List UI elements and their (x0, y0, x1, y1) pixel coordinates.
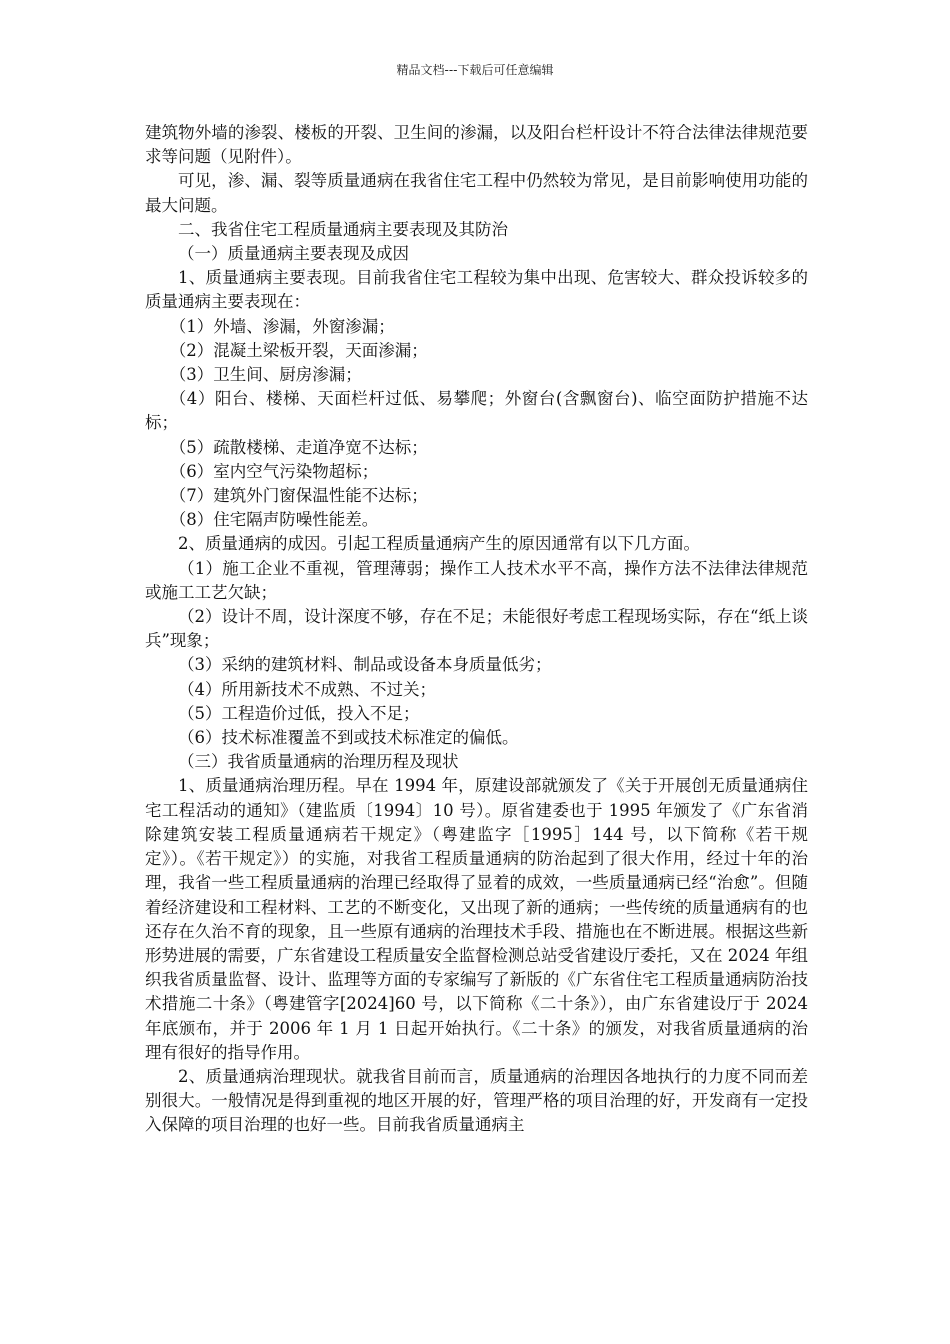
list-item: （3）卫生间、厨房渗漏； (169, 365, 362, 385)
paragraph: 建筑物外墙的渗裂、楼板的开裂、卫生间的渗漏，以及阳台栏杆设计不符合法律法律规范要求等问题（见附件）。 (145, 123, 808, 167)
list-item: （7）建筑外门窗保温性能不达标； (169, 486, 428, 506)
subsection-heading: （三）我省质量通病的治理历程及现状 (178, 752, 459, 772)
paragraph: 2、质量通病的成因。引起工程质量通病产生的原因通常有以下几方面。 (178, 534, 700, 554)
page-header: 精品文档---下载后可任意编辑 (396, 63, 554, 77)
list-item: （5）疏散楼梯、走道净宽不达标； (169, 437, 428, 457)
list-item: （2）设计不周，设计深度不够，存在不足；未能很好考虑工程现场实际，存在“纸上谈兵”现象； (145, 607, 808, 651)
list-item: （1）外墙、渗漏，外窗渗漏； (169, 316, 395, 336)
list-item: （5）工程造价过低，投入不足； (178, 703, 420, 723)
paragraph: 可见，渗、漏、裂等质量通病在我省住宅工程中仍然较为常见，是目前影响使用功能的最大问题。 (145, 171, 808, 215)
list-item: （6）技术标准覆盖不到或技术标准定的偏低。 (178, 728, 519, 748)
paragraph: 1、质量通病主要表现。目前我省住宅工程较为集中出现、危害较大、群众投诉较多的质量通病主要表现在： (145, 268, 808, 312)
paragraph: 1、质量通病治理历程。早在 1994 年，原建设部就颁发了《关于开展创无质量通病住宅工程活动的通知》（建监质〔1994〕10 号）。原省建委也于 1995 年颁发了《广东省消除建筑安装工程质量通病若干规定》（粤建监字［1995］144 号，以下简称《若干规定》）。《若干规定》）的实施，对我省工程质量通病的防治起到了很大作用，经过十年的治理，我省一些工程质量通病的治理已经取得了显着的成效，一些质量通病已经“治愈”。但随着经济建设和工程材料、工艺的不断变化，又出现了新的通病；一些传统的质量通病有的也还存在久治不育的现象，且一些原有通病的治理技术手段、措施也在不断进展。根据这些新形势进展的需要，广东省建设工程质量安全监督检测总站受省建设厅委托，又在 2024 年组织我省质量监督、设计、监理等方面的专家编写了新版的《广东省住宅工程质量通病防治技术措施二十条》（粤建管字[2024]60 号，以下简称《二十条》），由广东省建设厅于 2024 年底颁布，并于 2006 年 1 月 1 日起开始执行。《二十条》的颁发，对我省质量通病的治理有很好的指导作用。 (145, 776, 808, 1062)
list-item: （2）混凝土梁板开裂，天面渗漏； (169, 340, 428, 360)
list-item: （1）施工企业不重视，管理薄弱；操作工人技术水平不高，操作方法不法律法律规范或施工工艺欠缺； (145, 558, 808, 602)
document-body (145, 121, 808, 1138)
list-item: （6）室内空气污染物超标； (169, 461, 379, 481)
list-item: （4）所用新技术不成熟、不过关； (178, 679, 436, 699)
list-item: （8）住宅隔声防噪性能差。 (169, 510, 379, 530)
list-item: （4）阳台、楼梯、天面栏杆过低、易攀爬；外窗台(含飘窗台)、临空面防护措施不达标； (145, 389, 808, 433)
subsection-heading: （一）质量通病主要表现及成因 (178, 244, 409, 264)
section-heading: 二、我省住宅工程质量通病主要表现及其防治 (178, 219, 508, 239)
paragraph: 2、质量通病治理现状。就我省目前而言，质量通病的治理因各地执行的力度不同而差别很大。一般情况是得到重视的地区开展的好，管理严格的项目治理的好，开发商有一定投入保障的项目治理的也好一些。目前我省质量通病主 (145, 1066, 808, 1135)
list-item: （3）采纳的建筑材料、制品或设备本身质量低劣； (178, 655, 552, 675)
